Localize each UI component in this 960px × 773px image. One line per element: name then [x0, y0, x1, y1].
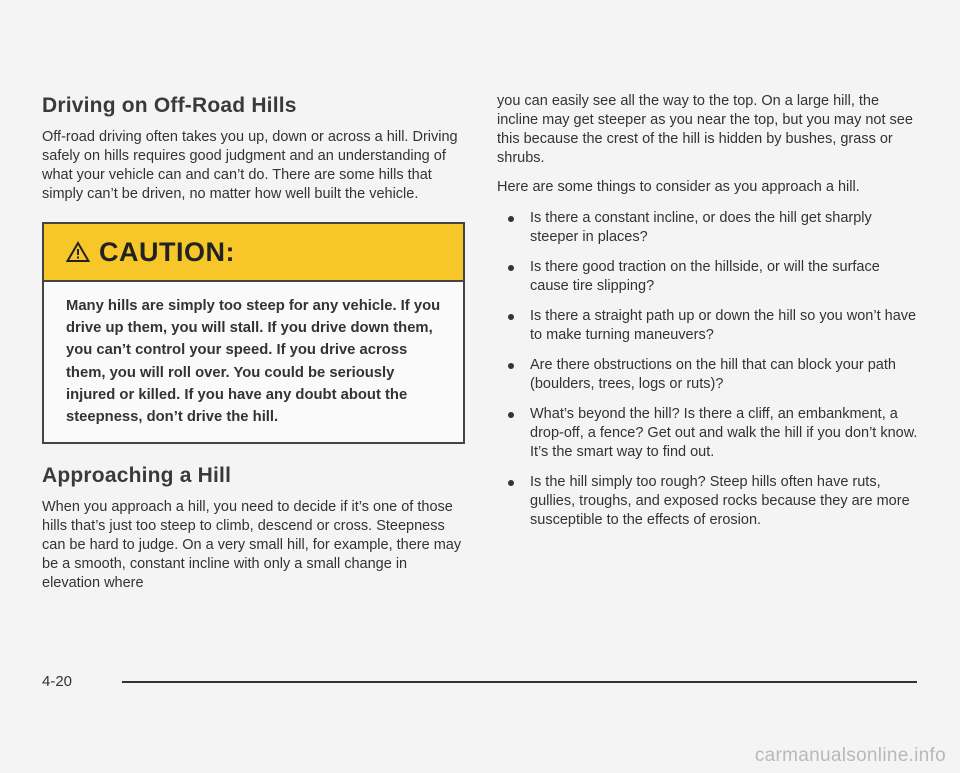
- list-item: Is there a constant incline, or does the hill get sharply steeper in places?: [497, 209, 922, 247]
- intro-paragraph: Off-road driving often takes you up, down or across a hill. Driving safely on hills requires good judgment and an understanding of what your vehicle can and can’t do. There are some hills that simply can’t be driven, no matter how well built the vehicle.: [42, 129, 458, 202]
- bullet-icon: [508, 314, 514, 320]
- bullet-icon: [508, 412, 514, 418]
- list-item: Is there a straight path up or down the hill so you won’t have to make turning maneuvers?: [497, 307, 922, 345]
- consideration-list: [497, 209, 922, 530]
- section-heading-driving-on-hills: Driving on Off-Road Hills: [42, 94, 297, 117]
- watermark-text: carmanualsonline.info: [754, 745, 946, 766]
- right-column: [497, 92, 922, 541]
- caution-text: Many hills are simply too steep for any vehicle. If you drive up them, you will stall. If you drive down them, you can’t control your speed. If you drive across them, you will roll over. You could be seriously injured or killed. If you have any doubt about the steepness, don’t drive the hill.: [66, 298, 441, 426]
- bullet-icon: [508, 265, 514, 271]
- footer-divider: [122, 681, 917, 683]
- list-item: Is there good traction on the hillside, or will the surface cause tire slipping?: [497, 258, 922, 296]
- left-column: [42, 94, 467, 593]
- bullet-icon: [508, 363, 514, 369]
- section-heading-approaching-hill: Approaching a Hill: [42, 464, 232, 488]
- bullet-icon: [508, 216, 514, 222]
- list-item: Is the hill simply too rough? Steep hills often have ruts, gullies, troughs, and exposed rocks because they are more susceptible to the effects of erosion.: [497, 473, 922, 530]
- page-number: 4-20: [42, 673, 73, 690]
- approach-paragraph: When you approach a hill, you need to decide if it’s one of those hills that’s just too steep to climb, descend or cross. Steepness can be hard to judge. On a very small hill, for example, there may be a smooth, constant incline with only a small change in elevation where: [42, 499, 462, 592]
- continuation-paragraph: you can easily see all the way to the top. On a large hill, the incline may get steeper as you near the top, but you may not see this because the crest of the hill is hidden by bushes, grass or shrubs.: [497, 93, 913, 166]
- approaching-section: [42, 464, 467, 593]
- consider-intro: Here are some things to consider as you approach a hill.: [497, 179, 860, 195]
- warning-triangle-icon: [66, 241, 90, 263]
- caution-label: CAUTION:: [99, 236, 235, 267]
- list-item: Are there obstructions on the hill that can block your path (boulders, trees, logs or ruts)?: [497, 356, 922, 394]
- caution-header: [44, 224, 463, 282]
- caution-box: [42, 222, 465, 444]
- list-item: What’s beyond the hill? Is there a cliff, an embankment, a drop-off, a fence? Get out and walk the hill if you don’t know. It’s the smart way to find out.: [497, 405, 922, 462]
- bullet-icon: [508, 480, 514, 486]
